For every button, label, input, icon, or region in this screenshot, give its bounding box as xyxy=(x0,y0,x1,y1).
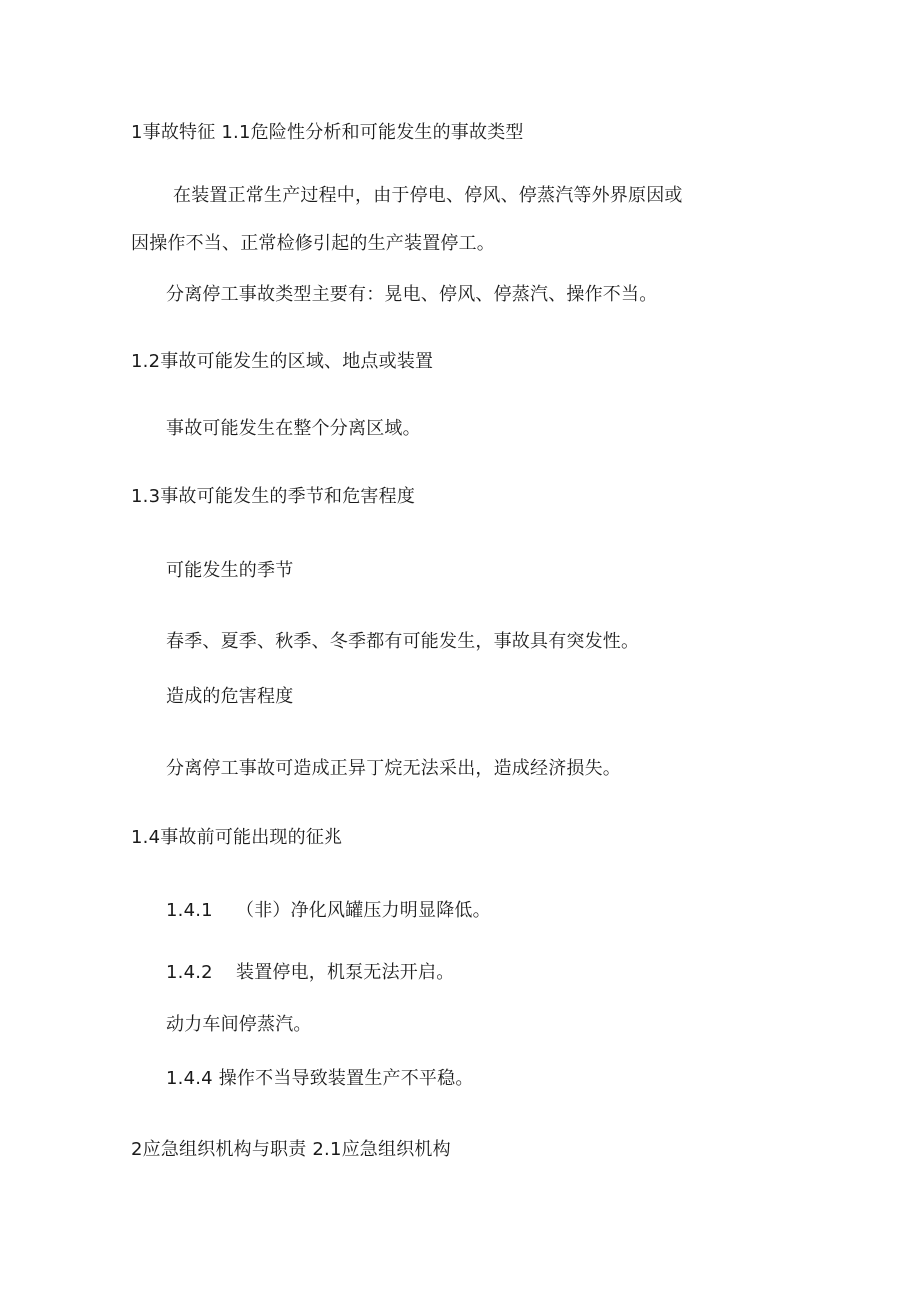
heading-1-4: 1.4事故前可能出现的征兆 xyxy=(131,827,343,848)
paragraph-harm: 分离停工事故可造成正异丁烷无法采出，造成经济损失。 xyxy=(166,758,621,779)
section-2-heading: 2应急组织机构与职责 2.1应急组织机构 xyxy=(131,1139,451,1160)
heading-1-2: 1.2事故可能发生的区域、地点或装置 xyxy=(131,351,434,372)
list-item-number: 1.4.2 xyxy=(166,962,213,983)
list-item-1-4-1 xyxy=(166,900,491,922)
paragraph-accident-types: 分离停工事故类型主要有：晃电、停风、停蒸汽、操作不当。 xyxy=(166,284,658,305)
paragraph-1-1-line-1: 在装置正常生产过程中，由于停电、停风、停蒸汽等外界原因或 xyxy=(173,185,683,206)
heading-1-3: 1.3事故可能发生的季节和危害程度 xyxy=(131,486,416,507)
subheading-season: 可能发生的季节 xyxy=(166,560,294,581)
subheading-harm: 造成的危害程度 xyxy=(166,686,294,707)
paragraph-1-2: 事故可能发生在整个分离区域。 xyxy=(166,418,421,439)
list-item-text: 装置停电，机泵无法开启。 xyxy=(236,962,455,983)
list-item-steam: 动力车间停蒸汽。 xyxy=(166,1014,312,1035)
list-item-1-4-2 xyxy=(166,962,454,984)
section-1-heading: 1事故特征 1.1危险性分析和可能发生的事故类型 xyxy=(131,122,524,143)
paragraph-1-1-line-2: 因操作不当、正常检修引起的生产装置停工。 xyxy=(131,233,495,254)
paragraph-season: 春季、夏季、秋季、冬季都有可能发生，事故具有突发性。 xyxy=(166,631,640,652)
list-item-1-4-4: 1.4.4 操作不当导致装置生产不平稳。 xyxy=(166,1068,474,1089)
list-item-number: 1.4.1 xyxy=(166,900,213,921)
list-item-text: （非）净化风罐压力明显降低。 xyxy=(236,900,491,921)
